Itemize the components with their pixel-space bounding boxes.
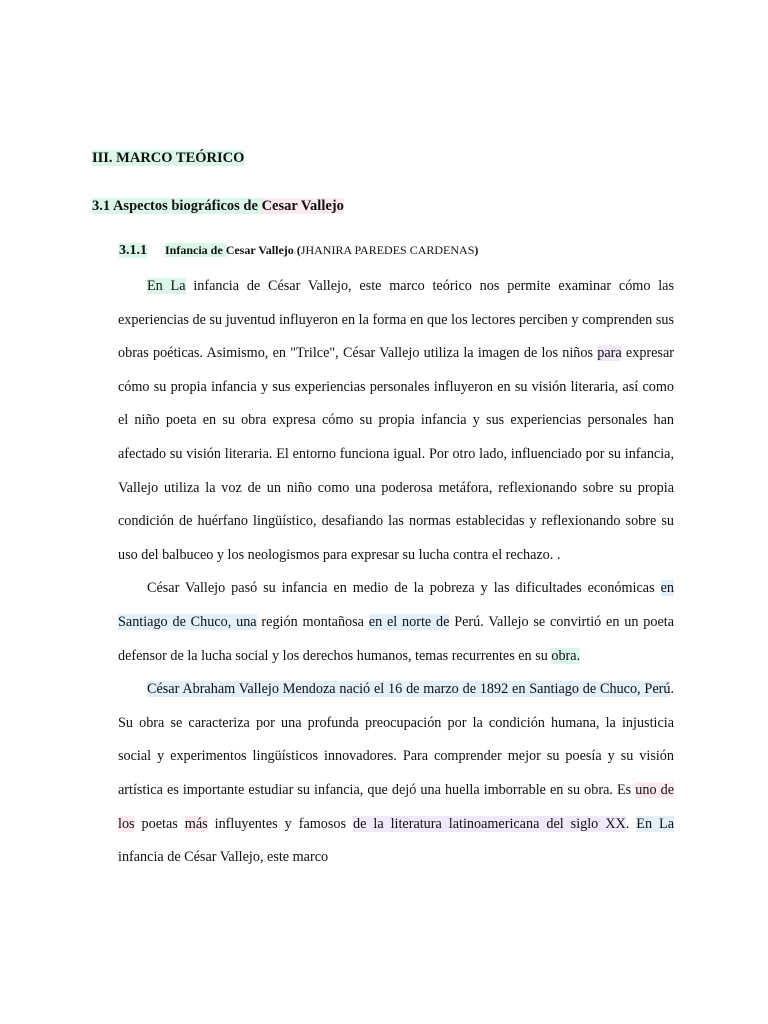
p3-text-2: poetas: [134, 815, 185, 832]
p1-highlight-2: para: [597, 345, 622, 362]
subsubsection-name: Cesar Vallejo: [225, 243, 294, 257]
subsubsection-number: 3.1.1: [119, 243, 147, 258]
p3-highlight-3: más: [184, 815, 208, 832]
subsubsection-paren-close: ): [474, 243, 479, 257]
subsubsection-paren-open: (: [293, 243, 301, 257]
paragraph-3: [118, 673, 674, 875]
subsection-heading-name: Cesar Vallejo: [261, 198, 344, 214]
body-text: [118, 270, 674, 875]
subsection-heading: [92, 197, 344, 215]
paragraph-1: [118, 270, 674, 572]
p1-text-2: expresar cómo su propia infancia y sus experiencias personales influyeron en su visión literaria, así como el niño poeta en su obra expresa cómo su propia infancia y sus experiencias personales han afectado su visión literaria. El entorno funciona igual. Por otro lado, influenciado por su infancia, Vallejo utiliza la voz de un niño como una poderosa metáfora, reflexionando sobre su propia condición de huérfano lingüístico, desafiando las normas establecidas y reflexionando sobre su uso del balbuceo y los neologismos para expresar su lucha contra el rechazo. .: [118, 345, 674, 563]
paragraph-2: [118, 572, 674, 673]
p3-text-1: . Su obra se caracteriza por una profunda preocupación por la condición humana, la injusticia social y experimentos lingüísticos innovadores. Para comprender mejor su poesía y su visión artística es importante estudiar su infancia, que dejó una huella imborrable en su obra. Es: [118, 681, 674, 798]
p2-highlight-3: obra.: [551, 647, 581, 664]
p2-text-2: región montañosa: [256, 613, 369, 630]
subsubsection-title: Infancia de: [165, 243, 226, 257]
subsubsection-author: JHANIRA PAREDES CARDENAS: [300, 243, 475, 257]
p3-text-5: infancia de César Vallejo, este marco: [118, 849, 329, 866]
p3-text-3: influyentes y famosos: [207, 815, 353, 832]
p2-highlight-2: en el norte de: [368, 613, 450, 630]
p3-highlight-1: César Abraham Vallejo Mendoza nació el 16 de marzo de 1892 en Santiago de Chuco, Perú: [147, 681, 671, 698]
section-heading: [92, 149, 244, 167]
p3-highlight-5: En La: [636, 815, 674, 832]
subsubsection-heading: [119, 241, 478, 260]
p3-highlight-2: uno de los: [118, 781, 674, 832]
p2-text-1: César Vallejo pasó su infancia en medio de la pobreza y las dificultades económicas: [147, 580, 661, 597]
p3-text-4: .: [625, 815, 637, 832]
p1-text-1: infancia de César Vallejo, este marco teórico nos permite examinar cómo las experiencias de su juventud influyeron en la forma en que los lectores perciben y comprenden sus obras poéticas. Asimismo, en "Trilce", César Vallejo utiliza la imagen de los niños: [118, 278, 674, 362]
p2-text-3: Perú. Vallejo se convirtió en un poeta defensor de la lucha social y los derechos humanos, temas recurrentes en su: [118, 613, 675, 664]
p2-highlight-1: en Santiago de Chuco, una: [118, 580, 674, 630]
subsection-heading-text: 3.1 Aspectos biográficos de: [92, 198, 262, 214]
section-heading-text: III. MARCO TEÓRICO: [92, 150, 245, 166]
p1-highlight-1: En La: [147, 278, 186, 294]
p3-highlight-4: de la literatura latinoamericana del siglo XX: [353, 815, 626, 832]
